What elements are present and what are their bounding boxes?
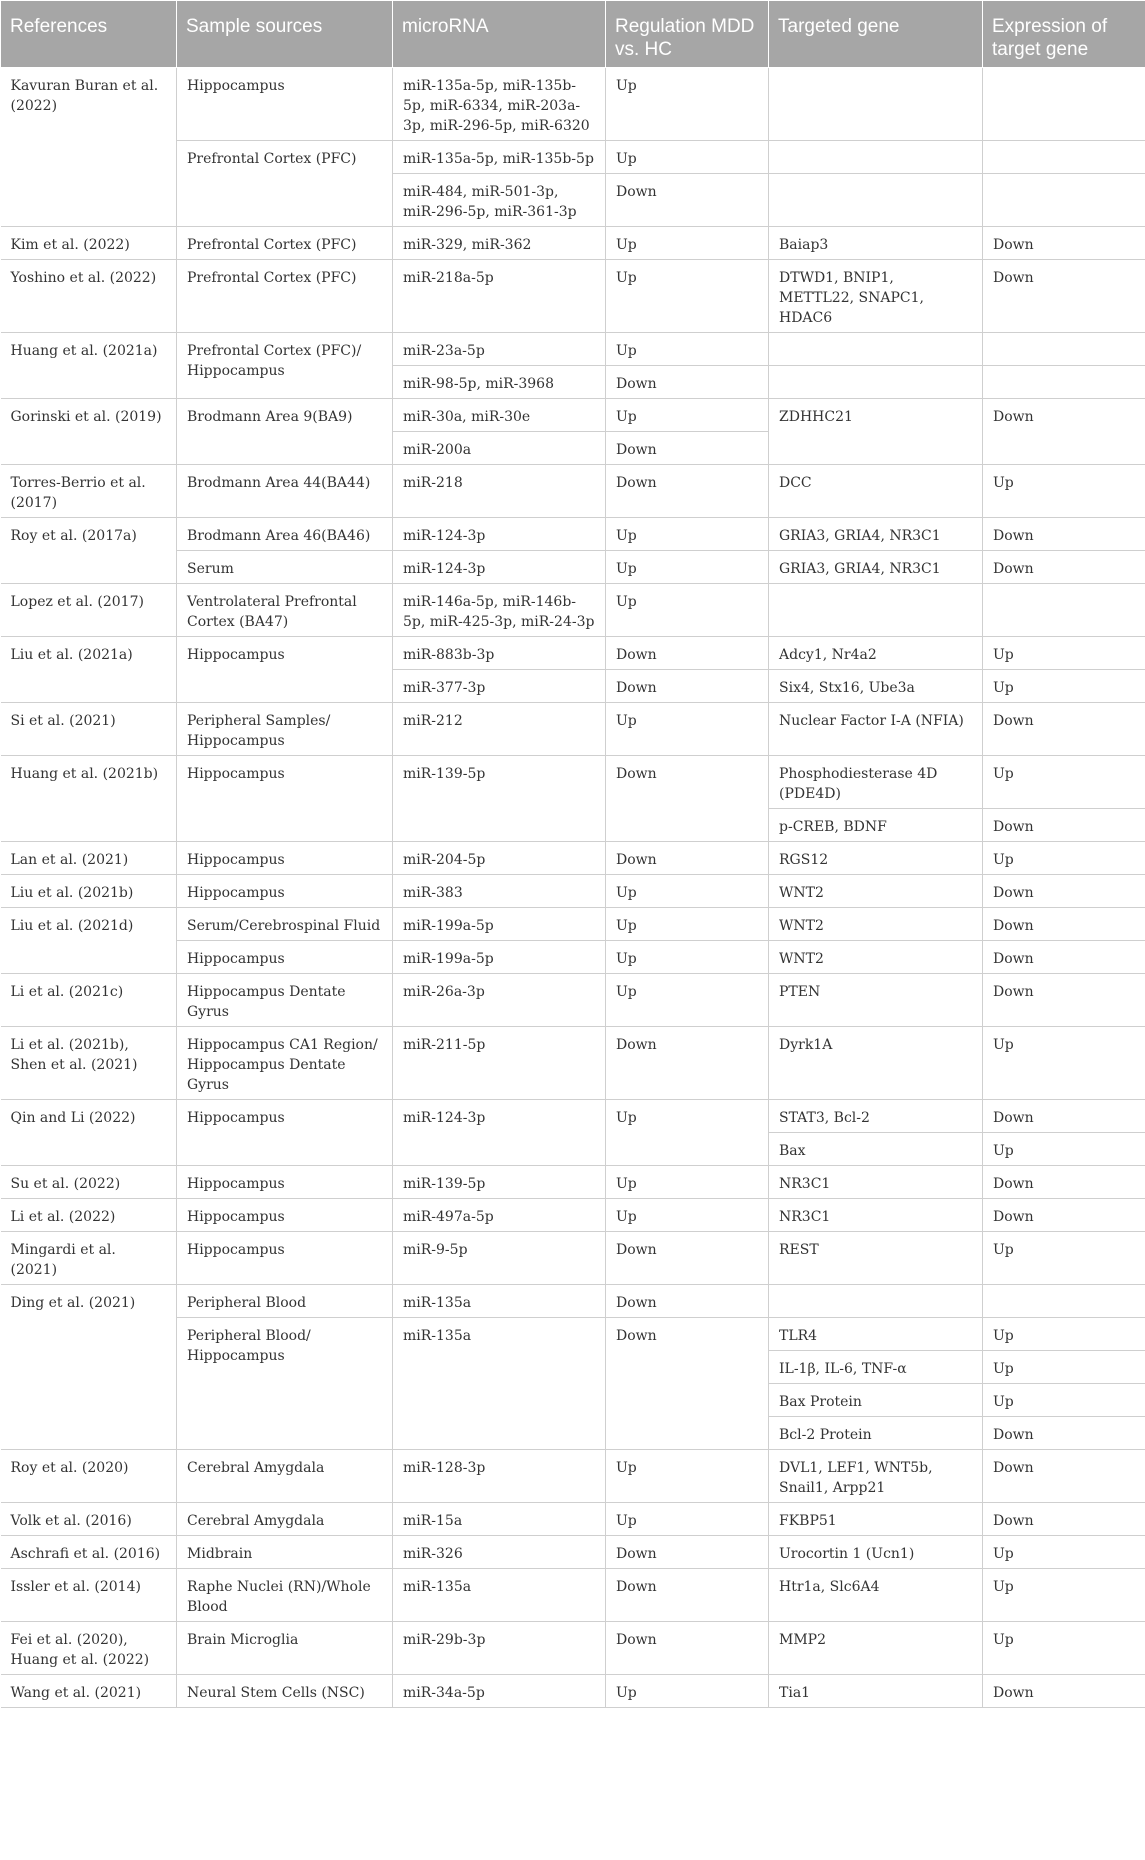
table-cell: miR-9-5p: [393, 1232, 606, 1285]
table-cell: Up: [606, 333, 769, 366]
table-row: [1, 1285, 1145, 1318]
table-cell: WNT2: [769, 941, 983, 974]
table-cell: DTWD1, BNIP1, METTL22, SNAPC1, HDAC6: [769, 260, 983, 333]
table-cell: Down: [606, 1027, 769, 1100]
table-cell: Li et al. (2021b), Shen et al. (2021): [1, 1027, 177, 1100]
table-cell: Urocortin 1 (Ucn1): [769, 1536, 983, 1569]
table-cell: miR-128-3p: [393, 1450, 606, 1503]
table-cell: [983, 141, 1145, 174]
table-cell: Neural Stem Cells (NSC): [177, 1675, 393, 1708]
table-cell: Up: [606, 941, 769, 974]
table-cell: Down: [606, 366, 769, 399]
table-cell: Up: [983, 1232, 1145, 1285]
table-cell: miR-199a-5p: [393, 941, 606, 974]
table-cell: Down: [606, 432, 769, 465]
table-cell: Up: [983, 1027, 1145, 1100]
table-cell: [769, 366, 983, 399]
table-cell: Serum: [177, 551, 393, 584]
table-cell: Bax: [769, 1133, 983, 1166]
table-row: [1, 1232, 1145, 1285]
table-cell: Fei et al. (2020), Huang et al. (2022): [1, 1622, 177, 1675]
table-cell: miR-199a-5p: [393, 908, 606, 941]
table-cell: Htr1a, Slc6A4: [769, 1569, 983, 1622]
table-cell: Hippocampus: [177, 941, 393, 974]
table-cell: Down: [606, 1285, 769, 1318]
table-cell: Phosphodiesterase 4D (PDE4D): [769, 756, 983, 809]
table-cell: DVL1, LEF1, WNT5b, Snail1, Arpp21: [769, 1450, 983, 1503]
table-cell: Peripheral Blood: [177, 1285, 393, 1318]
table-cell: Up: [606, 875, 769, 908]
table-cell: Down: [606, 1536, 769, 1569]
table-row: [1, 875, 1145, 908]
table-cell: Down: [606, 1622, 769, 1675]
table-cell: miR-329, miR-362: [393, 227, 606, 260]
table-cell: Su et al. (2022): [1, 1166, 177, 1199]
table-cell: Lopez et al. (2017): [1, 584, 177, 637]
table-cell: [769, 174, 983, 227]
table-cell: Up: [983, 637, 1145, 670]
table-cell: Down: [983, 908, 1145, 941]
table-cell: miR-383: [393, 875, 606, 908]
table-row: [1, 1450, 1145, 1503]
table-cell: Up: [983, 842, 1145, 875]
table-cell: miR-212: [393, 703, 606, 756]
table-cell: RGS12: [769, 842, 983, 875]
table-cell: [983, 68, 1145, 141]
table-cell: Qin and Li (2022): [1, 1100, 177, 1166]
table-cell: TLR4: [769, 1318, 983, 1351]
table-cell: Hippocampus: [177, 1100, 393, 1166]
table-cell: Brodmann Area 46(BA46): [177, 518, 393, 551]
table-row: [1, 584, 1145, 637]
table-cell: Down: [606, 174, 769, 227]
table-cell: Roy et al. (2017a): [1, 518, 177, 584]
table-row: [1, 756, 1145, 809]
table-cell: miR-211-5p: [393, 1027, 606, 1100]
table-cell: FKBP51: [769, 1503, 983, 1536]
table-cell: Roy et al. (2020): [1, 1450, 177, 1503]
table-cell: [769, 1285, 983, 1318]
table-cell: miR-29b-3p: [393, 1622, 606, 1675]
table-cell: Down: [606, 637, 769, 670]
table-cell: [769, 141, 983, 174]
table-cell: Serum/Cerebrospinal Fluid: [177, 908, 393, 941]
table-cell: Down: [983, 875, 1145, 908]
table-cell: Hippocampus: [177, 1232, 393, 1285]
table-header: [1, 1, 1145, 68]
table-cell: WNT2: [769, 875, 983, 908]
table-cell: Up: [606, 1503, 769, 1536]
table-cell: Up: [606, 551, 769, 584]
table-row: [1, 518, 1145, 551]
table-cell: Hippocampus: [177, 1199, 393, 1232]
table-cell: miR-484, miR-501-3p, miR-296-5p, miR-361-3p: [393, 174, 606, 227]
table-cell: Down: [606, 670, 769, 703]
table-cell: Lan et al. (2021): [1, 842, 177, 875]
table-cell: p-CREB, BDNF: [769, 809, 983, 842]
table-cell: miR-218a-5p: [393, 260, 606, 333]
header-row: [1, 1, 1145, 68]
table-cell: Kim et al. (2022): [1, 227, 177, 260]
table-cell: Up: [983, 1384, 1145, 1417]
table-cell: [769, 333, 983, 366]
table-cell: Gorinski et al. (2019): [1, 399, 177, 465]
table-cell: Up: [983, 1318, 1145, 1351]
table-cell: miR-139-5p: [393, 756, 606, 842]
table-cell: [983, 174, 1145, 227]
table-cell: Hippocampus: [177, 637, 393, 703]
table-cell: miR-124-3p: [393, 1100, 606, 1166]
table-cell: Down: [983, 551, 1145, 584]
table-cell: Six4, Stx16, Ube3a: [769, 670, 983, 703]
table-cell: miR-23a-5p: [393, 333, 606, 366]
table-cell: miR-497a-5p: [393, 1199, 606, 1232]
table-cell: Down: [983, 1675, 1145, 1708]
table-cell: Yoshino et al. (2022): [1, 260, 177, 333]
table-row: [1, 1503, 1145, 1536]
table-cell: Up: [983, 1536, 1145, 1569]
table-cell: Up: [606, 1675, 769, 1708]
table-cell: Down: [983, 1199, 1145, 1232]
table-row: [1, 399, 1145, 432]
table-cell: Peripheral Blood/ Hippocampus: [177, 1318, 393, 1450]
table-cell: Up: [606, 399, 769, 432]
table-cell: Hippocampus: [177, 1166, 393, 1199]
table-cell: Down: [606, 1569, 769, 1622]
table-cell: [983, 584, 1145, 637]
table-cell: Down: [983, 1100, 1145, 1133]
table-cell: Up: [606, 518, 769, 551]
table-cell: [983, 1285, 1145, 1318]
header-regulation: Regulation MDD vs. HC: [606, 1, 769, 68]
table-cell: miR-124-3p: [393, 551, 606, 584]
table-cell: Up: [606, 68, 769, 141]
table-cell: Li et al. (2022): [1, 1199, 177, 1232]
table-cell: REST: [769, 1232, 983, 1285]
table-cell: Up: [983, 1351, 1145, 1384]
table-cell: Liu et al. (2021d): [1, 908, 177, 974]
table-cell: Down: [983, 1503, 1145, 1536]
table-cell: Up: [606, 260, 769, 333]
table-cell: Aschrafi et al. (2016): [1, 1536, 177, 1569]
table-cell: WNT2: [769, 908, 983, 941]
header-sample-sources: Sample sources: [177, 1, 393, 68]
table-row: [1, 1027, 1145, 1100]
table-cell: Hippocampus: [177, 842, 393, 875]
table-cell: Hippocampus: [177, 875, 393, 908]
table-row: [1, 908, 1145, 941]
table-cell: Si et al. (2021): [1, 703, 177, 756]
table-cell: NR3C1: [769, 1166, 983, 1199]
table-cell: Down: [983, 974, 1145, 1027]
table-cell: IL-1β, IL-6, TNF-α: [769, 1351, 983, 1384]
table-cell: Peripheral Samples/ Hippocampus: [177, 703, 393, 756]
table-cell: miR-326: [393, 1536, 606, 1569]
table-cell: miR-146a-5p, miR-146b-5p, miR-425-3p, miR-24-3p: [393, 584, 606, 637]
table-cell: Huang et al. (2021b): [1, 756, 177, 842]
table-cell: miR-124-3p: [393, 518, 606, 551]
table-cell: miR-218: [393, 465, 606, 518]
table-cell: miR-135a: [393, 1318, 606, 1450]
table-cell: Li et al. (2021c): [1, 974, 177, 1027]
table-cell: Kavuran Buran et al. (2022): [1, 68, 177, 227]
table-cell: NR3C1: [769, 1199, 983, 1232]
table-cell: Down: [606, 465, 769, 518]
table-row: [1, 1675, 1145, 1708]
table-cell: Up: [606, 227, 769, 260]
table-cell: [983, 366, 1145, 399]
table-cell: Tia1: [769, 1675, 983, 1708]
table-row: [1, 1166, 1145, 1199]
header-expression: Expression of target gene: [983, 1, 1145, 68]
table-row: [1, 974, 1145, 1027]
table-cell: miR-15a: [393, 1503, 606, 1536]
table-row: [1, 227, 1145, 260]
table-cell: Up: [606, 908, 769, 941]
table-cell: Up: [606, 1100, 769, 1166]
table-cell: [769, 584, 983, 637]
table-cell: Mingardi et al. (2021): [1, 1232, 177, 1285]
table-row: [1, 1569, 1145, 1622]
table-cell: PTEN: [769, 974, 983, 1027]
table-cell: Cerebral Amygdala: [177, 1503, 393, 1536]
table-cell: STAT3, Bcl-2: [769, 1100, 983, 1133]
table-cell: Bax Protein: [769, 1384, 983, 1417]
table-cell: Brodmann Area 44(BA44): [177, 465, 393, 518]
table-cell: [769, 68, 983, 141]
table-cell: miR-135a-5p, miR-135b-5p: [393, 141, 606, 174]
table-cell: Up: [606, 1450, 769, 1503]
table-cell: Up: [606, 974, 769, 1027]
table-cell: Bcl-2 Protein: [769, 1417, 983, 1450]
table-cell: Volk et al. (2016): [1, 1503, 177, 1536]
table-cell: miR-135a: [393, 1285, 606, 1318]
table-cell: Down: [983, 809, 1145, 842]
table-cell: Ding et al. (2021): [1, 1285, 177, 1450]
header-microrna: microRNA: [393, 1, 606, 68]
table-cell: Up: [983, 1133, 1145, 1166]
table-cell: [983, 333, 1145, 366]
table-cell: Nuclear Factor I-A (NFIA): [769, 703, 983, 756]
table-cell: Ventrolateral Prefrontal Cortex (BA47): [177, 584, 393, 637]
table-cell: Hippocampus: [177, 68, 393, 141]
table-cell: miR-26a-3p: [393, 974, 606, 1027]
table-cell: GRIA3, GRIA4, NR3C1: [769, 551, 983, 584]
table-row: [1, 465, 1145, 518]
table-cell: Hippocampus Dentate Gyrus: [177, 974, 393, 1027]
table-cell: Up: [606, 1166, 769, 1199]
table-row: [1, 260, 1145, 333]
table-cell: Up: [606, 141, 769, 174]
table-cell: Torres-Berrio et al. (2017): [1, 465, 177, 518]
table-cell: miR-98-5p, miR-3968: [393, 366, 606, 399]
table-cell: Down: [983, 703, 1145, 756]
header-references: References: [1, 1, 177, 68]
table-cell: Issler et al. (2014): [1, 1569, 177, 1622]
header-targeted-gene: Targeted gene: [769, 1, 983, 68]
table-cell: miR-34a-5p: [393, 1675, 606, 1708]
table-cell: Hippocampus: [177, 756, 393, 842]
table-cell: Up: [606, 1199, 769, 1232]
table-cell: Brodmann Area 9(BA9): [177, 399, 393, 465]
table-cell: Up: [983, 670, 1145, 703]
table-cell: Up: [606, 703, 769, 756]
table-cell: Down: [983, 227, 1145, 260]
table-cell: Wang et al. (2021): [1, 1675, 177, 1708]
table-cell: miR-139-5p: [393, 1166, 606, 1199]
table-row: [1, 842, 1145, 875]
table-cell: Down: [606, 1318, 769, 1450]
table-cell: Adcy1, Nr4a2: [769, 637, 983, 670]
table-cell: Down: [983, 1450, 1145, 1503]
table-cell: miR-883b-3p: [393, 637, 606, 670]
table-cell: Down: [983, 1166, 1145, 1199]
table-row: [1, 1536, 1145, 1569]
table-cell: Liu et al. (2021b): [1, 875, 177, 908]
table-cell: miR-135a-5p, miR-135b-5p, miR-6334, miR-203a-3p, miR-296-5p, miR-6320: [393, 68, 606, 141]
table-cell: Raphe Nuclei (RN)/Whole Blood: [177, 1569, 393, 1622]
table-cell: Dyrk1A: [769, 1027, 983, 1100]
table-row: [1, 637, 1145, 670]
table-cell: Down: [983, 518, 1145, 551]
table-cell: Up: [606, 584, 769, 637]
table-cell: miR-135a: [393, 1569, 606, 1622]
table-cell: miR-30a, miR-30e: [393, 399, 606, 432]
table-cell: Down: [983, 941, 1145, 974]
table-row: [1, 68, 1145, 141]
table-cell: Up: [983, 1622, 1145, 1675]
table-cell: MMP2: [769, 1622, 983, 1675]
table-cell: Hippocampus CA1 Region/ Hippocampus Dentate Gyrus: [177, 1027, 393, 1100]
table-row: [1, 333, 1145, 366]
table-cell: Liu et al. (2021a): [1, 637, 177, 703]
table-cell: Up: [983, 756, 1145, 809]
table-cell: ZDHHC21: [769, 399, 983, 465]
table-cell: Prefrontal Cortex (PFC): [177, 260, 393, 333]
table-cell: Cerebral Amygdala: [177, 1450, 393, 1503]
table-cell: DCC: [769, 465, 983, 518]
table-cell: Huang et al. (2021a): [1, 333, 177, 399]
table-cell: Down: [606, 1232, 769, 1285]
table-cell: Down: [606, 842, 769, 875]
table-cell: Midbrain: [177, 1536, 393, 1569]
table-cell: Brain Microglia: [177, 1622, 393, 1675]
table-cell: Prefrontal Cortex (PFC)/ Hippocampus: [177, 333, 393, 399]
table-cell: Up: [983, 1569, 1145, 1622]
table-cell: Up: [983, 465, 1145, 518]
table-cell: Down: [983, 260, 1145, 333]
table-cell: Down: [606, 756, 769, 842]
table-row: [1, 1622, 1145, 1675]
table-row: [1, 1199, 1145, 1232]
table-cell: GRIA3, GRIA4, NR3C1: [769, 518, 983, 551]
table-cell: miR-377-3p: [393, 670, 606, 703]
table-cell: Prefrontal Cortex (PFC): [177, 141, 393, 227]
table-body: [1, 68, 1145, 1708]
table-cell: Baiap3: [769, 227, 983, 260]
table-row: [1, 703, 1145, 756]
table-cell: miR-200a: [393, 432, 606, 465]
table-cell: Prefrontal Cortex (PFC): [177, 227, 393, 260]
table-row: [1, 1100, 1145, 1133]
table-cell: miR-204-5p: [393, 842, 606, 875]
table-cell: Down: [983, 399, 1145, 465]
table-cell: Down: [983, 1417, 1145, 1450]
